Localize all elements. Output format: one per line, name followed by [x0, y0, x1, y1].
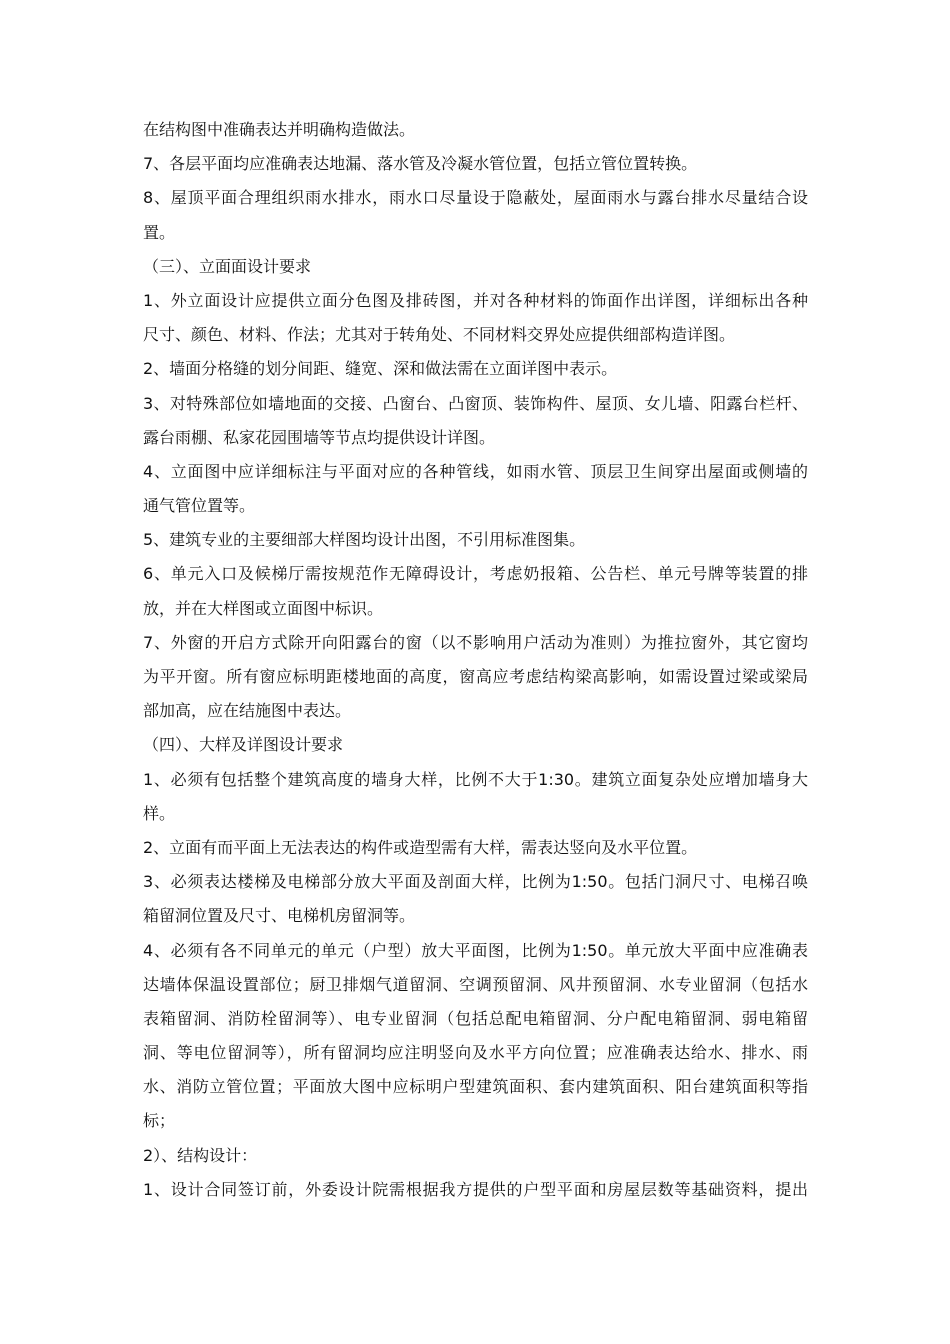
- text-line: 置。: [143, 222, 176, 242]
- text-line: 露台雨棚、私家花园围墙等节点均提供设计详图。: [143, 427, 496, 447]
- text-line: 尺寸、颜色、材料、作法；尤其对于转角处、不同材料交界处应提供细部构造详图。: [143, 325, 736, 345]
- text-line: 7、外窗的开启方式除开向阳露台的窗（以不影响用户活动为准则）为推拉窗外，其它窗均: [143, 632, 808, 652]
- text-line: 样。: [143, 803, 176, 823]
- text-line: 3、对特殊部位如墙地面的交接、凸窗台、凸窗顶、装饰构件、屋顶、女儿墙、阳露台栏杆、: [143, 393, 808, 413]
- text-line: 部加高，应在结施图中表达。: [143, 701, 352, 721]
- text-line: 标；: [143, 1111, 176, 1131]
- text-line: 在结构图中准确表达并明确构造做法。: [143, 120, 416, 139]
- text-line: 1、设计合同签订前，外委设计院需根据我方提供的户型平面和房屋层数等基础资料，提出: [143, 1179, 808, 1199]
- text-line: 1、必须有包括整个建筑高度的墙身大样，比例不大于1:30。建筑立面复杂处应增加墙身大: [143, 769, 808, 789]
- text-line: 6、单元入口及候梯厅需按规范作无障碍设计，考虑奶报箱、公告栏、单元号牌等装置的排: [143, 564, 808, 584]
- text-line: 箱留洞位置及尺寸、电梯机房留洞等。: [143, 906, 416, 926]
- section-heading: （三）、立面面设计要求: [143, 256, 312, 276]
- text-line: 2、立面有而平面上无法表达的构件或造型需有大样，需表达竖向及水平位置。: [143, 837, 698, 857]
- text-line: 5、建筑专业的主要细部大样图均设计出图，不引用标准图集。: [143, 530, 586, 550]
- text-line: 表箱留洞、消防栓留洞等）、电专业留洞（包括总配电箱留洞、分户配电箱留洞、弱电箱留: [143, 1008, 808, 1028]
- document-page: [143, 113, 808, 1207]
- text-line: 2、墙面分格缝的划分间距、缝宽、深和做法需在立面详图中表示。: [143, 359, 618, 379]
- text-line: 8、屋顶平面合理组织雨水排水，雨水口尽量设于隐蔽处，屋面雨水与露台排水尽量结合设: [143, 188, 808, 208]
- section-heading: 2）、结构设计：: [143, 1145, 258, 1165]
- text-line: 4、必须有各不同单元的单元（户型）放大平面图，比例为1:50。单元放大平面中应准确表: [143, 940, 808, 960]
- text-line: 4、立面图中应详细标注与平面对应的各种管线，如雨水管、顶层卫生间穿出屋面或侧墙的: [143, 461, 808, 481]
- text-line: 达墙体保温设置部位；厨卫排烟气道留洞、空调预留洞、风井预留洞、水专业留洞（包括水: [143, 974, 808, 994]
- text-line: 通气管位置等。: [143, 496, 256, 516]
- text-line: 3、必须表达楼梯及电梯部分放大平面及剖面大样，比例为1:50。包括门洞尺寸、电梯召唤: [143, 872, 808, 892]
- text-line: 为平开窗。所有窗应标明距楼地面的高度，窗高应考虑结构梁高影响，如需设置过梁或梁局: [143, 667, 808, 686]
- text-line: 7、各层平面均应准确表达地漏、落水管及冷凝水管位置，包括立管位置转换。: [143, 154, 698, 174]
- text-line: 水、消防立管位置；平面放大图中应标明户型建筑面积、套内建筑面积、阳台建筑面积等指: [143, 1077, 808, 1097]
- text-line: 洞、等电位留洞等），所有留洞均应注明竖向及水平方向位置；应准确表达给水、排水、雨: [143, 1043, 808, 1063]
- section-heading: （四）、大样及详图设计要求: [143, 735, 344, 755]
- text-line: 放，并在大样图或立面图中标识。: [143, 598, 384, 618]
- text-line: 1、外立面设计应提供立面分色图及排砖图，并对各种材料的饰面作出详图，详细标出各种: [143, 290, 808, 310]
